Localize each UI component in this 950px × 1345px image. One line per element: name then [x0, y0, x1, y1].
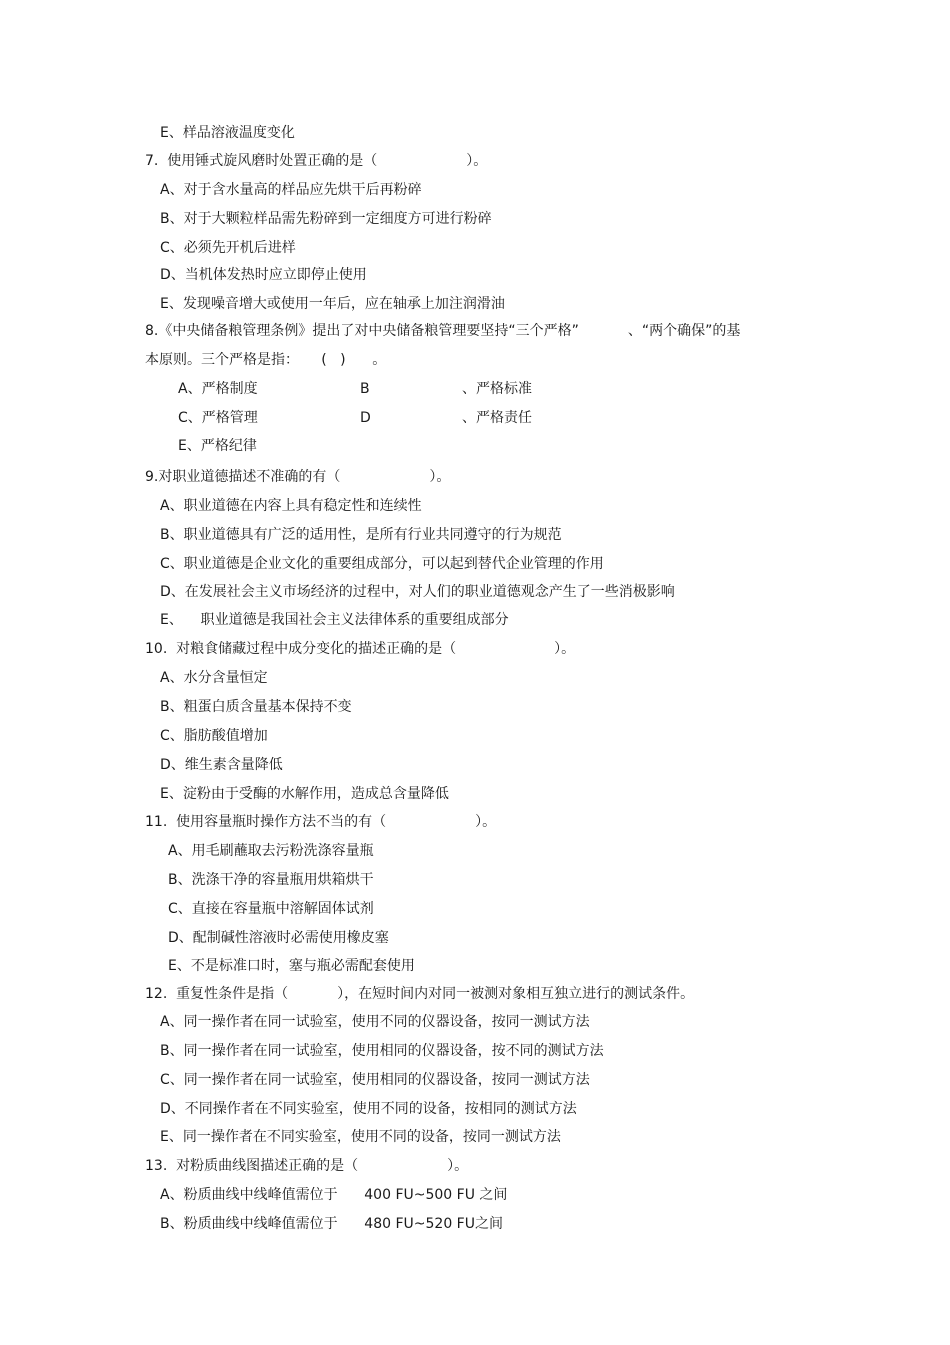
option-line: E、严格纪律 [178, 438, 257, 454]
question-line: 12. 重复性条件是指（ ），在短时间内对同一被测对象相互独立进行的测试条件。 [145, 986, 695, 1002]
option-line: C、严格管理 [178, 410, 258, 426]
option-line: A、职业道德在内容上具有稳定性和连续性 [160, 498, 422, 514]
option-line: C、同一操作者在同一试验室，使用相同的仪器设备，按同一测试方法 [160, 1072, 590, 1088]
option-line: 、严格责任 [462, 410, 532, 426]
option-line: B、对于大颗粒样品需先粉碎到一定细度方可进行粉碎 [160, 211, 492, 227]
question-line: 11. 使用容量瓶时操作方法不当的有（ ）。 [145, 814, 497, 830]
option-line: B、同一操作者在同一试验室，使用相同的仪器设备，按不同的测试方法 [160, 1043, 604, 1059]
option-line: B、粗蛋白质含量基本保持不变 [160, 699, 352, 715]
option-line: A、严格制度 [178, 381, 258, 397]
question-line: 13. 对粉质曲线图描述正确的是（ ）。 [145, 1158, 469, 1174]
option-line: E、样品溶液温度变化 [160, 125, 295, 141]
option-letter: D [360, 410, 371, 426]
option-line: D、配制碱性溶液时必需使用橡皮塞 [168, 930, 389, 946]
option-line: A、水分含量恒定 [160, 670, 268, 686]
option-letter: B [360, 381, 370, 397]
option-line: A、粉质曲线中线峰值需位于 400 FU~500 FU 之间 [160, 1187, 508, 1203]
option-line: A、用毛刷蘸取去污粉洗涤容量瓶 [168, 843, 374, 859]
option-line: E、淀粉由于受酶的水解作用，造成总含量降低 [160, 786, 449, 802]
option-line: B、职业道德具有广泛的适用性，是所有行业共同遵守的行为规范 [160, 527, 562, 543]
option-line: E、 职业道德是我国社会主义法律体系的重要组成部分 [160, 612, 509, 628]
question-line: 8.《中央储备粮管理条例》提出了对中央储备粮管理要坚持“三个严格” 、“两个确保”的基 [145, 323, 741, 339]
question-line: 10. 对粮食储藏过程中成分变化的描述正确的是（ ）。 [145, 641, 576, 657]
question-line: 本原则。三个严格是指： ( ) 。 [145, 352, 387, 368]
option-line: B、粉质曲线中线峰值需位于 480 FU~520 FU之间 [160, 1216, 503, 1232]
option-line: E、不是标准口时，塞与瓶必需配套使用 [168, 958, 415, 974]
option-line: E、发现噪音增大或使用一年后，应在轴承上加注润滑油 [160, 296, 505, 312]
option-line: A、对于含水量高的样品应先烘干后再粉碎 [160, 182, 422, 198]
option-line: C、职业道德是企业文化的重要组成部分，可以起到替代企业管理的作用 [160, 556, 604, 572]
option-line: C、直接在容量瓶中溶解固体试剂 [168, 901, 374, 917]
question-line: 9.对职业道德描述不准确的有（ ）。 [145, 469, 451, 485]
option-line: D、维生素含量降低 [160, 757, 283, 773]
option-line: E、同一操作者在不同实验室，使用不同的设备，按同一测试方法 [160, 1129, 561, 1145]
option-line: D、不同操作者在不同实验室，使用不同的设备，按相同的测试方法 [160, 1101, 577, 1117]
question-line: 7. 使用锤式旋风磨时处置正确的是（ ）。 [145, 153, 488, 169]
option-line: C、脂肪酸值增加 [160, 728, 268, 744]
option-line: 、严格标准 [462, 381, 532, 397]
option-line: D、在发展社会主义市场经济的过程中，对人们的职业道德观念产生了一些消极影响 [160, 584, 675, 600]
option-line: B、洗涤干净的容量瓶用烘箱烘干 [168, 872, 374, 888]
option-line: C、必须先开机后进样 [160, 240, 296, 256]
option-line: A、同一操作者在同一试验室，使用不同的仪器设备，按同一测试方法 [160, 1014, 590, 1030]
option-line: D、当机体发热时应立即停止使用 [160, 267, 367, 283]
